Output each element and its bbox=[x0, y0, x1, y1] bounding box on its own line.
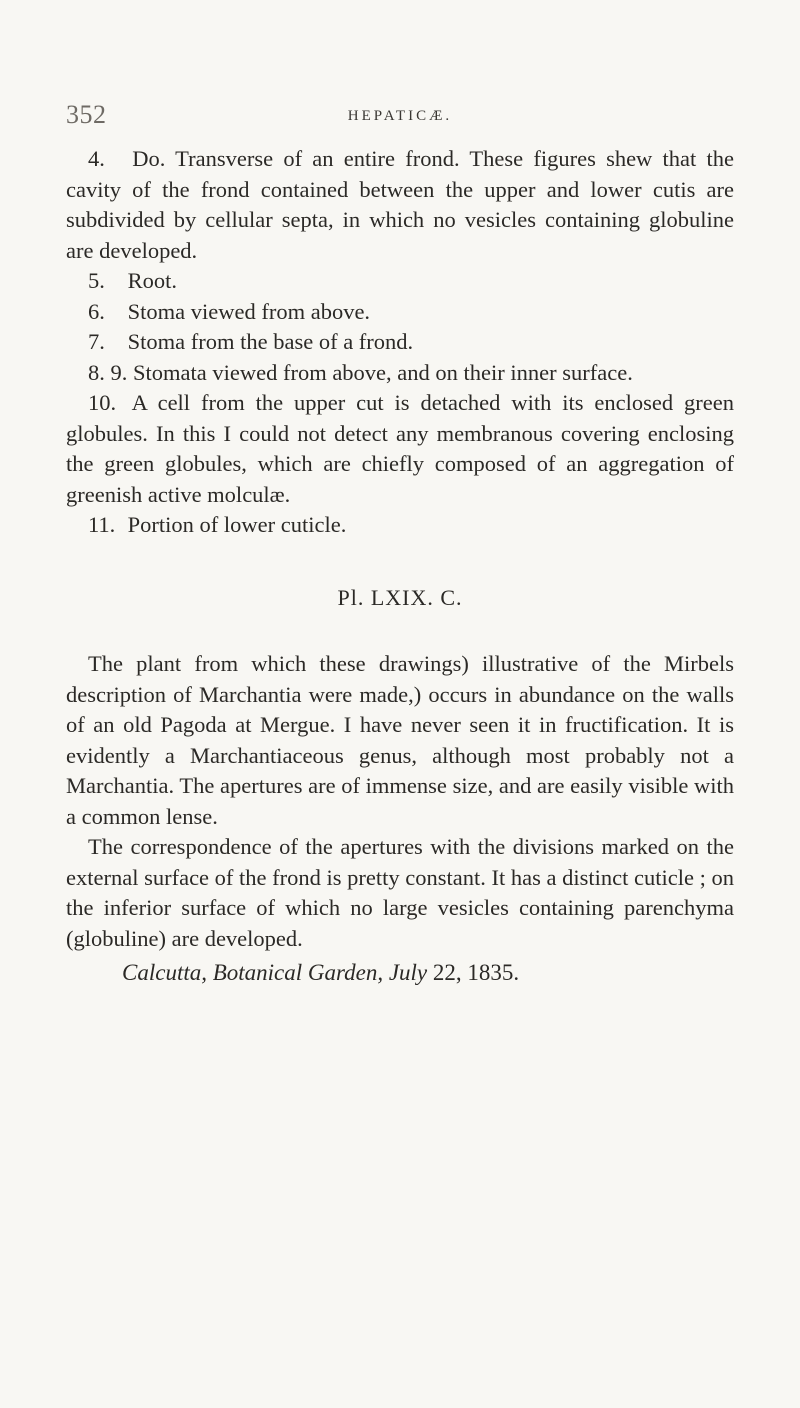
paragraph: The correspondence of the apertures with the divisions marked on the external surface of the frond is pretty constant. It has a distinct cuticle ; on the inferior surface of which no large vesicles containing parenchyma (globuline) are developed. bbox=[66, 834, 734, 951]
item-text: Root. bbox=[127, 268, 178, 293]
item-text: A cell from the upper cut is detached with its enclosed green globules. In this I could not detect any membranous covering enclosing the green globules, which are chiefly composed of an aggregation of greenish active molculæ. bbox=[66, 390, 734, 507]
item-text: Stoma viewed from above. bbox=[127, 298, 371, 324]
section-title: Pl. LXIX. C. bbox=[337, 584, 463, 610]
item-number: 5. bbox=[88, 268, 105, 293]
item-text: Portion of lower cuticle. bbox=[127, 512, 347, 537]
item-number: 10. bbox=[88, 390, 117, 415]
page-body bbox=[66, 144, 734, 989]
plate-explanation-item bbox=[66, 266, 734, 297]
item-text: Stoma from the base of a frond. bbox=[127, 329, 414, 354]
paragraph: The plant from which these drawings) illustrative of the Mirbels description of Marchantia were made,) occurs in abundance on the walls of an old Pagoda at Mergue. I have never seen it in fructification. It is evidently a Marchantiaceous genus, although most probably not a Marchantia. The apertures are of immense size, and are easily visible with a common lense. bbox=[66, 651, 734, 829]
plate-explanation-item bbox=[66, 388, 734, 510]
running-head: HEPATICÆ. bbox=[347, 108, 453, 124]
signature-place: Calcutta, Botanical Garden, July bbox=[122, 960, 428, 985]
item-number: 6. bbox=[88, 298, 105, 324]
item-number: 11. bbox=[88, 512, 116, 537]
page-number: 352 bbox=[66, 100, 107, 129]
plate-explanation-item bbox=[66, 297, 734, 328]
item-number: 4. bbox=[88, 146, 105, 171]
signature-line bbox=[66, 958, 734, 989]
item-number: 8. 9. bbox=[88, 359, 128, 385]
plate-explanation-item bbox=[66, 144, 734, 266]
item-text: Stomata viewed from above, and on their inner surface. bbox=[133, 359, 633, 385]
item-text: Do. Transverse of an entire frond. These figures shew that the cavity of the frond contained between the upper and lower cutis are subdivided by cellular septa, in which no vesicles containing globuline are developed. bbox=[66, 146, 734, 263]
plate-explanation-item bbox=[66, 358, 734, 389]
plate-explanation-item bbox=[66, 510, 734, 541]
plate-explanation-item bbox=[66, 327, 734, 358]
item-number: 7. bbox=[88, 329, 105, 354]
signature-date: 22, 1835. bbox=[432, 960, 520, 985]
